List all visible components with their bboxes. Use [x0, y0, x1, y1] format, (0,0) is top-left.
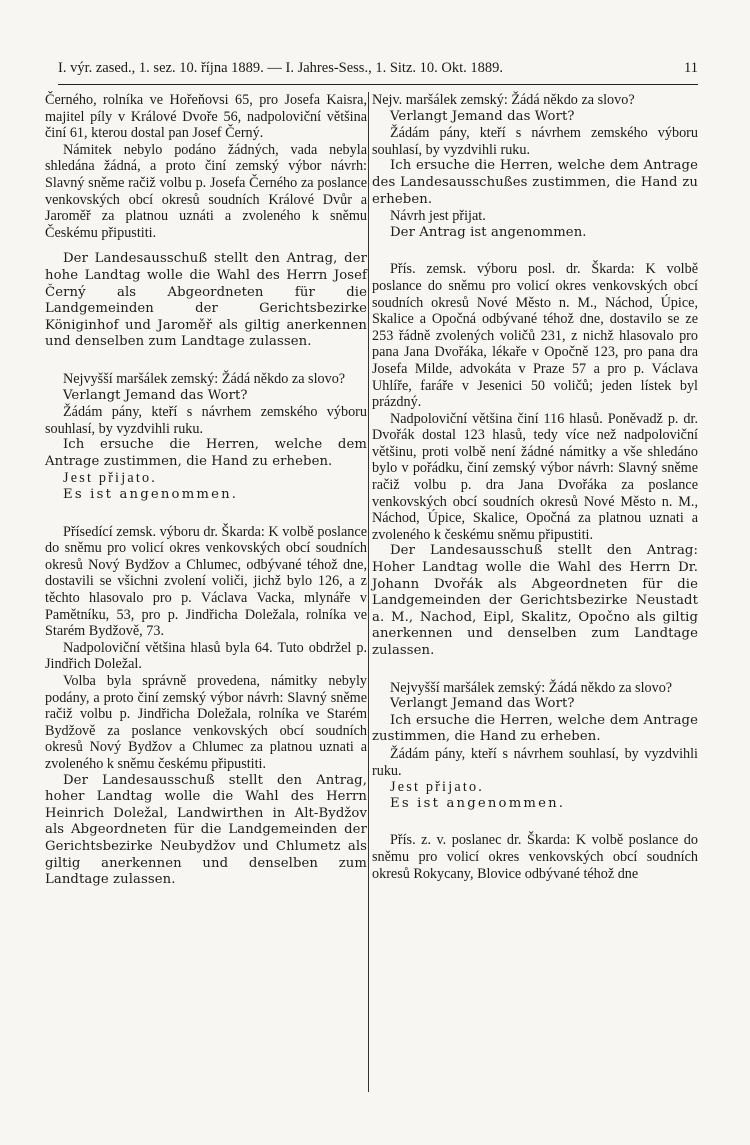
- paragraph-result: Návrh jest přijat.: [390, 208, 486, 225]
- paragraph-result: Jest přijato.: [390, 779, 485, 796]
- paragraph-speaker: Přísedící zemsk. výboru dr. Škarda: K volbě poslance do sněmu pro volicí okres venkovských obcí soudních okresů Nový Bydžov a Chlumec, odbývané téhož dne, dostavili se všichni zvolení voliči, jichž bylo 126, a z těchto hlasovalo pro p. Václava Vacka, mlynáře v Pamětníku, 53, pro p. Jindřicha Doležala, rolníka ve Starém Bydžově, 73.: [45, 523, 367, 640]
- paragraph-german: Der Landesausschuß stellt den Antrag, hoher Landtag wolle die Wahl des Herrn Heinrich Doležal, Landwirthen in Alt-Bydžov als Abgeordneten für die Landgemeinden der Gerichtsbezirke Neubydžov und Chlumetz als giltig anerkennen und denselben zum Landtage zulassen.: [45, 772, 367, 888]
- paragraph: Námitek nebylo podáno žádných, vada nebyla shledána žádná, a proto činí zemský výbor návrh: Slavný sněme račiž volbu p. Josefa Černého za poslance venkovských obcí okresů soudních Králové Dvůr a Jaroměř za platnou uznáti a zvoleného k sněmu Českému připustiti.: [45, 141, 367, 241]
- paragraph-german: Der Landesausschuß stellt den Antrag: Hoher Landtag wolle die Wahl des Herrn Dr. Johann Dvořák als Abgeordneten für die Landgemeinden der Gerichtsbezirke Neustadt a. M., Nachod, Eipl, Skalitz, Opočno als giltig anerkennen und denselben zum Landtage zulassen.: [372, 543, 698, 658]
- paragraph-speaker: Nejv. maršálek zemský: Žádá někdo za slovo?: [372, 92, 635, 108]
- header-running-title: I. výr. zased., 1. sez. 10. října 1889. — I. Jahres-Sess., 1. Sitz. 10. Okt. 1889.: [58, 60, 504, 76]
- paragraph-speaker: Přís. zemsk. výboru posl. dr. Škarda: K volbě poslance do sněmu pro volicí okres venkovských obcí soudních okresů Nové Město n. M., Náchod, Úpice, Skalice a Opočná odbývané téhož dne, dostavilo se ze 253 řádně zvolených voličů 231, z nichž hlasovalo pro pana Jana Dvořáka, lékaře v Opočně 123, pro pana dra Josefa Milde, advokáta v Praze 57 a pro p. Václava Uhlíře, faráře v Jesenici 50 voličů; jeden lístek byl prázdný.: [372, 261, 698, 411]
- paragraph-german: Verlangt Jemand das Wort?: [390, 696, 575, 712]
- paragraph-speaker: Nejvyšší maršálek zemský: Žádá někdo za slovo?: [63, 370, 346, 387]
- right-column: [372, 92, 698, 882]
- paragraph-result-german: Es ist angenommen.: [390, 795, 566, 811]
- paragraph-german: Ich ersuche die Herren, welche dem Antrage zustimmen, die Hand zu erheben.: [45, 437, 367, 469]
- left-column: [45, 92, 367, 889]
- paragraph-german: Ich ersuche die Herren, welche dem Antrage des Landesausschußes zustimmen, die Hand zu erheben.: [372, 158, 698, 207]
- paragraph: Žádám pány, kteří s návrhem zemského výboru souhlasí, by vyzdvihli ruku.: [372, 125, 698, 158]
- paragraph: Žádám pány, kteří s návrhem souhlasí, by vyzdvihli ruku.: [372, 745, 698, 779]
- header-rule: [58, 84, 698, 85]
- paragraph-result: Jest přijato.: [63, 470, 158, 487]
- page-number: 11: [684, 60, 698, 76]
- paragraph-result-german: Der Antrag ist angenommen.: [390, 224, 587, 240]
- paragraph-result-german: Es ist angenommen.: [63, 487, 239, 503]
- paragraph-german: Verlangt Jemand das Wort?: [63, 387, 248, 403]
- page-header: [58, 60, 698, 77]
- paragraph-german: Verlangt Jemand das Wort?: [390, 108, 575, 124]
- paragraph-german: Ich ersuche die Herren, welche dem Antrage zustimmen, die Hand zu erheben.: [372, 712, 698, 745]
- paragraph-speaker: Nejvyšší maršálek zemský: Žádá někdo za slovo?: [390, 679, 673, 696]
- paragraph: Nadpoloviční většina hlasů byla 64. Tuto obdržel p. Jindřich Doležal.: [45, 639, 367, 673]
- paragraph-speaker: Přís. z. v. poslanec dr. Škarda: K volbě poslance do sněmu pro volicí okres venkovských obcí soudních okresů Rokycany, Blovice odbývané téhož dne: [372, 832, 698, 882]
- paragraph: Černého, rolníka ve Hořeňovsi 65, pro Josefa Kaisra, majitel píly v Králové Dvoře 56, nadpoloviční většina činí 61, kterou dostal pan Josef Černý.: [45, 92, 367, 142]
- paragraph: Nadpoloviční většina činí 116 hlasů. Poněvadž p. dr. Dvořák dostal 123 hlasů, tedy více než nadpoloviční většinu, proti volbě není žádné námitky a vše shledáno bylo v pořádku, činí zemský výbor návrh: Slavný sněme račiž volbu p. dra Jana Dvořáka za poslance venkovských obcí soudních okresů Nové Město n. M., Náchod, Úpice, Skalice, Opočná za platnou uznati a zvoleného k českému sněmu připustiti.: [372, 410, 698, 543]
- paragraph-german: Der Landesausschuß stellt den Antrag, der hohe Landtag wolle die Wahl des Herrn Josef Černý als Abgeordneten für die Landgemeinden der Gerichtsbezirke Königinhof und Jaroměř als giltig anerkennen und denselben zum Landtage zulassen.: [45, 251, 367, 350]
- paragraph: Volba byla správně provedena, námitky nebyly podány, a proto činí zemský výbor návrh: Slavný sněme račiž volbu p. Jindřicha Doležala, rolníka ve Starém Bydžově za poslance venkovských obcí soudních okresů Nový Bydžov a Chlumec za platnou uznati a zvoleného k sněmu českému připustiti.: [45, 673, 367, 772]
- paragraph: Žádám pány, kteří s návrhem zemského výboru souhlasí, by vyzdvihli ruku.: [45, 404, 367, 437]
- column-divider: [368, 92, 369, 1092]
